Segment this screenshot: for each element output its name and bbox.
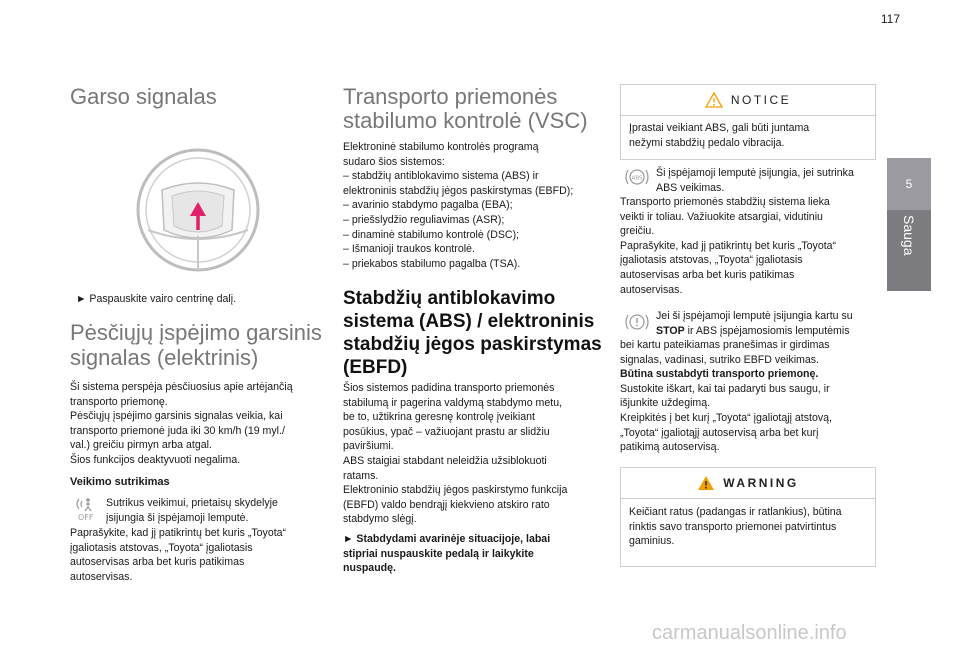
vsc-title-line2: stabilumo kontrolė (VSC) — [343, 108, 588, 133]
warning-header — [621, 468, 875, 499]
stop-text — [620, 338, 880, 455]
vsc-text — [343, 140, 603, 271]
steering-wheel-illustration — [128, 132, 268, 280]
text-line: Pėsčiųjų įspėjimo garsinis signalas veikia, kai — [70, 410, 283, 423]
text-line: Sutrikus veikimui, prietaisų skydelyje — [106, 497, 278, 509]
text-line: stabilumą ir pagerina valdymą stabdymo metu, — [343, 396, 563, 409]
vsc-title-line1: Transporto priemonės — [343, 84, 558, 109]
notice-header — [621, 85, 875, 116]
pedestrian-alert-text — [70, 380, 330, 468]
text-line: sudaro šios sistemos: — [343, 155, 445, 168]
abs-text — [343, 381, 603, 527]
abs-title-line4: (EBFD) — [343, 357, 408, 378]
text-line: ratams. — [343, 469, 379, 482]
text-line: ABS staigiai stabdant neleidžia užsiblokuoti — [343, 454, 547, 467]
section-tab-number: 5 — [887, 158, 931, 210]
text-line: autoservisas arba bet kuris patikimas — [70, 556, 245, 569]
text-line: autoservisas arba bet kuris patikimas — [620, 268, 795, 281]
text-line: Šios sistemos padidina transporto priemonės — [343, 382, 555, 394]
page-number: 117 — [880, 12, 900, 26]
text-line: transporto priemonę. — [70, 395, 168, 408]
warning-box — [620, 467, 876, 567]
text-line: ► Stabdydami avarinėje situacijoje, labai — [343, 533, 551, 545]
horn-instruction: ► Paspauskite vairo centrinę dalį. — [76, 293, 237, 305]
abs-light-text-indented — [656, 166, 886, 195]
malfunction-text — [70, 526, 330, 584]
text-line: bei kartu pateikiamas pranešimas ir girdimas — [620, 339, 830, 351]
text-line: Sustokite iškart, kai tai padaryti bus saugu, ir — [620, 382, 830, 395]
pedestrian-alert-title-line2: signalas (elektrinis) — [70, 345, 259, 370]
warning-triangle-icon — [697, 475, 715, 491]
text-line: įsijungia ši įspėjamoji lemputė. — [106, 511, 249, 524]
text-line: Ši įspėjamoji lemputė įsijungia, jei sutrinka — [656, 167, 854, 179]
text-line: transporto priemonė juda iki 30 km/h (19 myl./ — [70, 424, 285, 437]
text-line: – stabdžių antiblokavimo sistema (ABS) ir — [343, 170, 539, 183]
text-line: veikti ir toliau. Važiuokite atsargiai, vidutiniu — [620, 210, 823, 223]
text-line: – avarinio stabdymo pagalba (EBA); — [343, 199, 513, 212]
must-stop-text: Būtina sustabdyti transporto priemonę. — [620, 368, 819, 381]
notice-title: NOTICE — [730, 93, 792, 107]
icon-off-label: OFF — [78, 513, 94, 522]
emergency-braking-instruction — [343, 532, 603, 576]
text-line: Šios funkcijos deaktyvuoti negalima. — [70, 453, 241, 466]
abs-title-line2: sistema (ABS) / elektroninis — [343, 311, 595, 332]
text-line: Elektroninė stabilumo kontrolės programą — [343, 141, 539, 153]
text-line: Ši sistema perspėja pėsčiuosius apie artėjančią — [70, 381, 293, 393]
text-line: – Išmanioji traukos kontrolė. — [343, 243, 475, 256]
malfunction-title: Veikimo sutrikimas — [70, 476, 170, 488]
pedestrian-alert-off-icon — [72, 496, 102, 522]
warning-body — [621, 499, 875, 549]
stop-label: STOP — [656, 324, 685, 337]
text-line: autoservisas. — [70, 570, 133, 583]
text-line: Paprašykite, kad jį patikrintų bet kuris „Toyota“ — [620, 239, 837, 252]
section-tab-label: Sauga — [901, 215, 917, 256]
text-line: patikimą autoservisą. — [620, 441, 720, 454]
watermark: carmanualsonline.info — [652, 622, 847, 644]
warning-title: WARNING — [723, 476, 799, 490]
brake-warning-light-icon — [622, 311, 652, 333]
text-line: gaminius. — [629, 535, 675, 548]
text-line: Jei ši įspėjamoji lemputė įsijungia kartu su — [656, 310, 853, 322]
text-line: Keičiant ratus (padangas ir ratlankius), būtina — [629, 506, 842, 518]
text-line: – dinaminė stabilumo kontrolė (DSC); — [343, 228, 520, 241]
text-line: Transporto priemonės stabdžių sistema lieka — [620, 196, 830, 208]
text-line: signalas, vadinasi, sutriko EBFD veikimas. — [620, 353, 820, 366]
text-line: – priešslydžio reguliavimas (ASR); — [343, 213, 505, 226]
text-line: val.) greičiu pirmyn arba atgal. — [70, 439, 212, 452]
text-line: posūkius, ypač – važiuojant prastu ar slidžiu — [343, 425, 550, 438]
text-line: „Toyota“ įgaliotąjį autoservisą arba bet kurį — [620, 426, 819, 439]
stop-text-indented — [656, 309, 886, 338]
text-line: autoservisas. — [620, 283, 683, 296]
abs-title-line3: stabdžių jėgos paskirstymas — [343, 334, 602, 355]
text-line: – priekabos stabilumo pagalba (TSA). — [343, 257, 521, 270]
text-line: įgaliotasis atstovas, „Toyota“ įgaliotasis — [620, 254, 803, 267]
notice-box — [620, 84, 876, 160]
pedestrian-alert-title-line1: Pėsčiųjų įspėjimo garsinis — [70, 320, 322, 345]
text-line: stabdymo slėgį. — [343, 513, 417, 526]
abs-light-text — [620, 195, 880, 297]
text-line: Įprastai veikiant ABS, gali būti juntama — [629, 122, 810, 134]
text-line: įgaliotasis atstovas, „Toyota“ įgaliotasis — [70, 541, 253, 554]
text-line: paviršiumi. — [343, 440, 394, 453]
notice-triangle-icon — [705, 92, 723, 108]
text-line: rinktis savo transporto priemonei patvirtintus — [629, 520, 837, 533]
text-line: Elektroninio stabdžių jėgos paskirstymo funkcija — [343, 484, 568, 497]
text-line: greičiu. — [620, 225, 655, 238]
text-line: išjunkite uždegimą. — [620, 397, 711, 410]
text-fragment: ir ABS įspėjamosiomis lemputėmis — [684, 324, 850, 337]
text-line: Paprašykite, kad jį patikrintų bet kuris „Toyota“ — [70, 527, 287, 539]
text-line: nuspaudę. — [343, 562, 396, 575]
notice-body — [621, 116, 875, 150]
text-line: nežymi stabdžių pedalo vibracija. — [629, 136, 785, 149]
text-line — [656, 324, 886, 339]
text-line: ABS veikimas. — [656, 181, 725, 194]
text-line: elektroninis stabdžių jėgos paskirstymas (EBFD); — [343, 184, 574, 197]
icon-abs-label: ABS — [631, 175, 643, 182]
horn-title: Garso signalas — [70, 84, 217, 109]
abs-warning-light-icon — [622, 166, 652, 188]
text-line: be to, užtikrina geresnę kontrolę įveikiant — [343, 411, 535, 424]
abs-title-line1: Stabdžių antiblokavimo — [343, 288, 556, 309]
malfunction-text-indented — [106, 496, 336, 525]
text-line: (EBFD) valdo bendrąjį kiekvieno atskiro rato — [343, 498, 550, 511]
text-line: Kreipkitės į bet kurį „Toyota“ įgaliotąjį atstovą, — [620, 411, 832, 424]
text-line: stipriai nuspauskite pedalą ir laikykite — [343, 547, 534, 560]
